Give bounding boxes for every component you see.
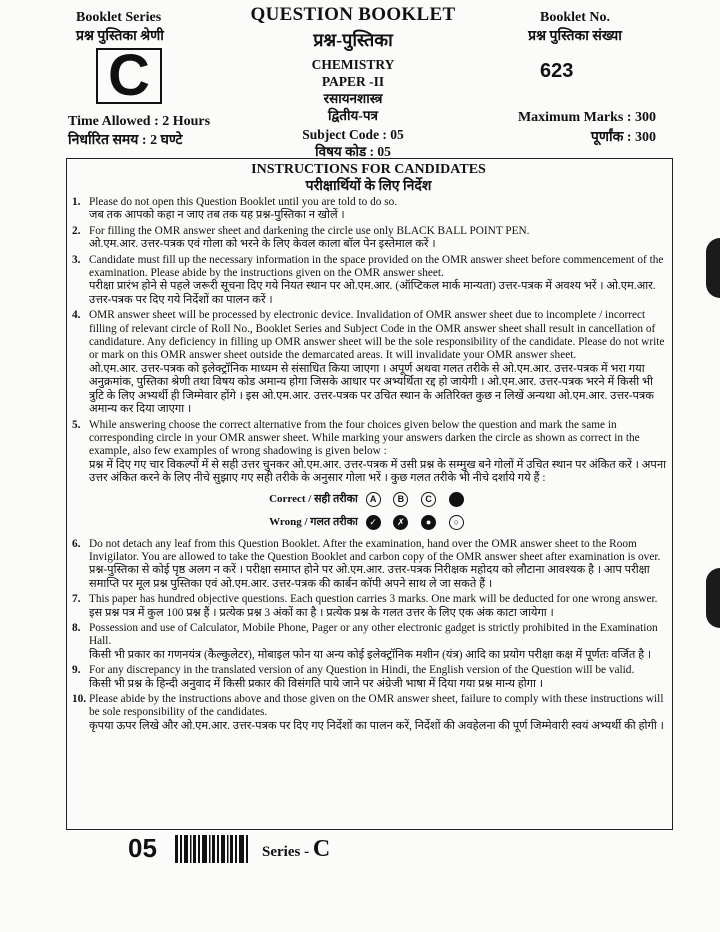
footer-series-letter: C — [312, 836, 331, 862]
footer-series-label: Series - — [262, 844, 310, 860]
instruction-text-en: OMR answer sheet will be processed by electronic device. Invalidation of OMR answer sheet due to incomplete / incorrect filling of relevant circle of Roll No., Booklet Series and Subject Code in the OMR answer sheet shall result in cancellation of candidature. Any deficiency in filling up OMR answer sheet will be the sole responsibility of the candidate. Please do not write or mark on this OMR answer sheet outside the demarcated areas. It will invalidate your OMR answer sheet. — [89, 309, 665, 362]
binding-tab-top — [706, 238, 720, 298]
booklet-series-label-hi: प्रश्न पुस्तिका श्रेणी — [76, 29, 164, 44]
time-allowed-hi: निर्धारित समय : 2 घण्टे — [68, 133, 183, 148]
instruction-number: 1. — [72, 196, 81, 208]
instruction-item — [72, 664, 666, 691]
instruction-item — [72, 309, 666, 416]
instruction-text-hi: किसी भी प्रकार का गणनयंत्र (कैल्कुलेटर), मोबाइल फोन या अन्य कोई इलेक्ट्रॉनिक मशीन (यंत्र) आदि का प्रयोग परीक्षा कक्ष में पूर्णतः वर्जित है । — [89, 648, 652, 661]
bubble-tick: ✓ — [366, 515, 381, 530]
instruction-text-hi: ओ.एम.आर. उत्तर-पत्रक को इलेक्ट्रॉनिक माध्यम से संसाधित किया जाएगा । अपूर्ण अथवा गलत तरीके से ओ.एम.आर. उत्तर-पत्रक में भरा गया अनुक्रमांक, पुस्तिका श्रेणी तथा विषय कोड अमान्य होगा जिसके आधार पर अभ्यर्थिता रद्द हो जायेगी । ओ.एम.आर. उत्तर-पत्रक भरने में किसी भी त्रुटि के लिए अभ्यर्थी ही जिम्मेवार होंगे । इस ओ.एम.आर. उत्तर-पत्रक पर उचित स्थान के अतिरिक्त कुछ न लिखें अन्यथा ओ.एम.आर. उत्तर-पत्रक अमान्य कर दिया जाएगा । — [89, 362, 654, 416]
time-allowed — [68, 112, 210, 150]
bubble-b: B — [393, 492, 408, 507]
subject-code-hi: विषय कोड : 05 — [315, 144, 391, 159]
instruction-number: 6. — [72, 537, 81, 550]
instruction-number: 2. — [72, 224, 81, 237]
instructions-title-hi: परीक्षार्थियों के लिए निर्देश — [305, 179, 432, 194]
correct-shading-example — [72, 492, 666, 507]
time-allowed-en: Time Allowed : 2 Hours — [68, 114, 211, 129]
instruction-item — [72, 196, 666, 223]
instruction-text-hi: प्रश्न में दिए गए चार विकल्पों में से सही उत्तर चुनकर ओ.एम.आर. उत्तर-पत्रक में उसी प्रश्न के सम्मुख बने गोलों में उचित स्थान पर अंकित करें । अपना उत्तर अंकित करने के लिए नीचे सुझाए गए सही तरीके के अनुसार गोला भरें । कुछ गलत तरीके भी नीचे दर्शाये गये हैं : — [89, 458, 667, 485]
instruction-item — [72, 693, 666, 733]
binding-tab-bottom — [706, 568, 720, 628]
instruction-number: 8. — [72, 621, 81, 634]
instruction-item — [72, 622, 666, 662]
instruction-text-hi: परीक्षा प्रारंभ होने से पहले जरूरी सूचना दिए गये नियत स्थान पर ओ.एम.आर. (ऑप्टिकल मार्क मान्यता) उत्तर-पत्रक में अवश्य भरें । ओ.एम.आर. उत्तर-पत्रक पर दिए गये निर्देशों का पालन करें । — [89, 280, 656, 306]
instruction-text-en: Please abide by the instructions above and those given on the OMR answer sheet, failure to comply with these instructions will be sole responsibility of the candidates. — [89, 693, 664, 719]
booklet-title-hi: प्रश्न-पुस्तिका — [313, 30, 393, 50]
instruction-number: 3. — [72, 253, 81, 266]
bubble-partial: ○ — [449, 515, 464, 530]
instruction-text-en: Candidate must fill up the necessary information in the space provided on the OMR answer sheet before commencement of the examination. Please abide by the instructions given on the OMR answer sheet. — [89, 253, 664, 280]
correct-label: Correct / सही तरीका — [269, 492, 358, 505]
booklet-number-label: Booklet No. — [540, 10, 610, 25]
subject-name-hi: रसायनशास्त्र — [323, 91, 383, 106]
maximum-marks — [508, 108, 656, 148]
instruction-item — [72, 225, 666, 252]
subject-name: CHEMISTRY — [311, 57, 395, 72]
instruction-list — [72, 196, 666, 735]
bubble-d-filled — [449, 492, 464, 507]
instruction-text-en: Please do not open this Question Booklet until you are told to do so. — [89, 196, 398, 208]
instruction-number: 9. — [72, 664, 81, 677]
subject-code: Subject Code : 05 — [302, 127, 404, 142]
maximum-marks-en: Maximum Marks : 300 — [517, 110, 656, 125]
paper-number-hi: द्वितीय-पत्र — [328, 108, 378, 123]
booklet-title-block — [248, 4, 458, 160]
instruction-text-hi: ओ.एम.आर. उत्तर-पत्रक एवं गोला को भरने के लिए केवल काला बॉल पेन इस्तेमाल करें । — [89, 238, 436, 251]
booklet-title: QUESTION BOOKLET — [250, 4, 456, 25]
maximum-marks-hi: पूर्णांक : 300 — [590, 130, 656, 145]
paper-number: PAPER -II — [321, 74, 385, 89]
footer-subject-code: 05 — [128, 833, 157, 863]
instruction-text-en: Possession and use of Calculator, Mobile Phone, Pager or any other electronic gadget is strictly prohibited in the Examination Hall. — [89, 621, 658, 648]
booklet-number-label-hi: प्रश्न पुस्तिका संख्या — [528, 29, 622, 44]
instruction-text-en: For any discrepancy in the translated version of any Question in Hindi, the English version of the Question will be valid. — [89, 664, 635, 677]
instruction-item — [72, 593, 666, 620]
series-letter-box: C — [96, 48, 162, 104]
instruction-item — [72, 538, 666, 592]
instruction-number: 10. — [72, 693, 87, 705]
instruction-number: 5. — [72, 418, 81, 431]
instruction-text-hi: इस प्रश्न पत्र में कुल 100 प्रश्न हैं । प्रत्येक प्रश्न 3 अंकों का है । प्रत्येक प्रश्न के गलत उत्तर के लिए एक अंक काटा जायेगा । — [89, 606, 554, 619]
instruction-text-hi: कृपया ऊपर लिखे और ओ.एम.आर. उत्तर-पत्रक पर दिए गए निर्देशों का पालन करें, निर्देशों की अवहेलना की पूर्ण जिम्मेवारी स्वयं अभ्यर्थी की होगी । — [89, 719, 664, 732]
instruction-number: 7. — [72, 593, 81, 606]
wrong-label: Wrong / गलत तरीका — [269, 515, 358, 528]
instruction-text-hi: किसी भी प्रश्न के हिन्दी अनुवाद में किसी प्रकार की विसंगति पाये जाने पर अंग्रेजी भाषा में दिया गया प्रश्न मान्य होगा । — [89, 677, 544, 690]
instruction-number: 4. — [72, 309, 81, 322]
bubble-c: C — [421, 492, 436, 507]
booklet-number-block — [500, 8, 650, 46]
instruction-item — [72, 254, 666, 308]
instruction-text-hi: प्रश्न-पुस्तिका से कोई पृष्ठ अलग न करें । परीक्षा समाप्त होने पर ओ.एम.आर. उत्तर-पत्रक निरीक्षक महोदय को लौटाना आवश्यक है । आप परीक्षा समाप्ति पर मूल प्रश्न पुस्तिका एवं ओ.एम.आर. उत्तर-पत्रक की कार्बन कॉपी अपने साथ ले जा सकते हैं । — [89, 564, 650, 590]
bubble-dot: ● — [421, 515, 436, 530]
bubble-a: A — [366, 492, 381, 507]
instructions-title — [66, 161, 671, 195]
bubble-cross: ✗ — [393, 515, 408, 530]
booklet-series-label: Booklet Series — [76, 10, 162, 25]
instructions-title-en: INSTRUCTIONS FOR CANDIDATES — [251, 162, 486, 177]
booklet-series-block — [76, 8, 164, 46]
wrong-shading-example — [72, 515, 666, 530]
instruction-text-en: While answering choose the correct alternative from the four choices given below the question and mark the same in corresponding circle in your OMR answer sheet. While marking your answers darken the circle as shown as correct in the example, also few examples of wrong shadowing is given below : — [89, 418, 640, 458]
instruction-text-en: For filling the OMR answer sheet and darkening the circle use only BLACK BALL POINT PEN. — [89, 224, 530, 237]
instruction-item — [72, 419, 666, 486]
instruction-text-en: Do not detach any leaf from this Question Booklet. After the examination, hand over the OMR answer sheet to the Room Invigilator. You are allowed to take the Question Booklet and carbon copy of the OMR answer sheet after examination is over. — [89, 537, 661, 563]
instruction-text-hi: जब तक आपको कहा न जाए तब तक यह प्रश्न-पुस्तिका न खोलें । — [89, 209, 345, 222]
barcode-icon — [175, 835, 251, 863]
footer-series — [262, 836, 330, 863]
booklet-number: 623 — [540, 60, 574, 82]
instruction-text-en: This paper has hundred objective questions. Each question carries 3 marks. One mark will be deducted for one wrong answer. — [89, 593, 658, 606]
